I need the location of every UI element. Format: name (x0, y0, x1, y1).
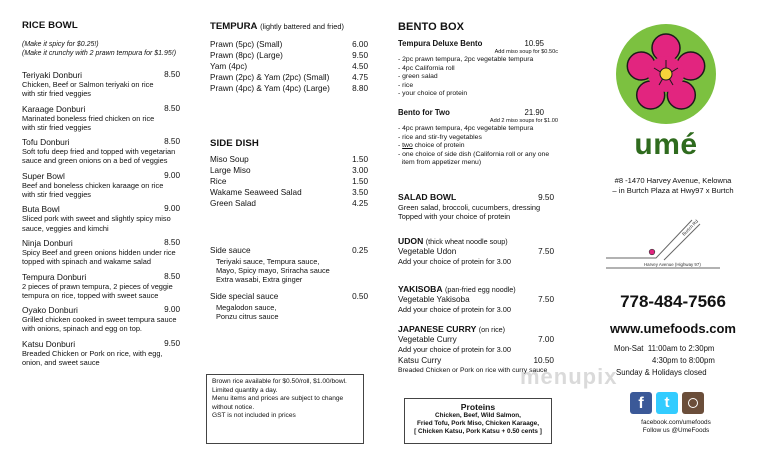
bento-line: - rice (398, 81, 414, 89)
proteins-line: Chicken, Beef, Wild Salmon, (435, 412, 521, 419)
dish-description: sauce, veggies and kimchi (22, 223, 109, 233)
side-dish-title: SIDE DISH (210, 138, 259, 149)
side-sauce-line: Extra wasabi, Extra ginger (216, 275, 303, 285)
side-sauce-section (210, 245, 368, 321)
yakisoba-section (398, 284, 558, 314)
bento-line-underlined: two (402, 142, 413, 150)
logo (614, 22, 718, 126)
website-link[interactable]: www.umefoods.com (610, 321, 736, 336)
proteins-line: Fried Tofu, Pork Miso, Chicken Karaage, (416, 420, 540, 428)
proteins-line: [ Chicken Katsu, Pork Katsu + 0.50 cents ] (414, 428, 542, 436)
rice-bowl-item (22, 104, 180, 132)
katsu-curry-item: Katsu Curry (398, 356, 442, 366)
tempura-subtitle: (lightly battered and fried) (260, 22, 344, 31)
dish-price: 8.50 (164, 271, 180, 281)
katsu-curry-price: 10.50 (533, 356, 554, 366)
dish-price: 8.50 (164, 137, 180, 147)
side-special-price: 0.50 (352, 291, 368, 301)
dish-description: Marinated boneless fried chicken on rice (22, 113, 155, 123)
dish-description: tempura on rice, topped with sweet sauce (22, 290, 159, 300)
bento-title: BENTO BOX (398, 21, 465, 33)
rice-bowl-item (22, 339, 180, 367)
dish-name: Karaage Donburi (22, 103, 86, 114)
bento-section (398, 21, 558, 168)
bento-line-prefix: - (398, 142, 403, 150)
side-dish-name: Wakame Seaweed Salad (210, 188, 302, 197)
tempura-section (210, 21, 368, 94)
dish-description: 2 pieces of prawn tempura, 2 pieces of veggie (22, 281, 173, 291)
dish-description: Sliced pork with sweet and slightly spicy miso (22, 214, 171, 224)
deluxe-bento-price: 10.95 (524, 39, 544, 48)
udon-title: UDON (398, 236, 424, 246)
udon-price: 7.50 (538, 247, 554, 256)
dish-price: 8.50 (164, 103, 180, 113)
bento-line: - 4pc California roll (398, 64, 455, 72)
side-dish-price: 1.50 (352, 155, 368, 164)
udon-sub: (thick wheat noodle soup) (425, 237, 508, 246)
dish-name: Tempura Donburi (22, 271, 87, 282)
hours-days: Mon-Sat (614, 344, 644, 353)
tempura-item-price: 8.80 (352, 84, 368, 93)
dish-description: Soft tofu deep fried and topped with vegetarian (22, 147, 176, 157)
blossom-center-icon (660, 68, 672, 80)
map-graphic (604, 216, 722, 274)
dish-description: Beef and boneless chicken karaage on rice (22, 180, 164, 190)
social-links (616, 419, 736, 436)
dish-description: with onions, spinach and egg on top. (22, 324, 142, 334)
dish-description: with stir fried veggies (22, 89, 92, 99)
side-sauce-line: Teriyaki sauce, Tempura sauce, (216, 257, 320, 266)
dish-description: with stir fried veggies (22, 189, 92, 199)
proteins-title: Proteins (460, 402, 496, 412)
dish-description: Chicken, Beef or Salmon teriyaki on rice (22, 80, 154, 89)
tempura-item-name: Prawn (8pc) (Large) (210, 51, 283, 60)
notice-box (206, 374, 364, 444)
instagram-icon[interactable] (682, 392, 704, 414)
yakisoba-title: YAKISOBA (398, 284, 443, 294)
yakisoba-protein: Add your choice of protein for 3.00 (398, 305, 511, 314)
dish-name: Tofu Donburi (22, 137, 70, 148)
rice-bowl-item (22, 272, 180, 300)
side-dish-price: 1.50 (352, 177, 368, 186)
location-map (604, 216, 722, 274)
plum-blossom-logo (614, 22, 718, 126)
facebook-link[interactable]: facebook.com/umefoods (641, 419, 711, 426)
deluxe-bento-note: Add miso soup for $0.50c (494, 49, 558, 55)
proteins-box (404, 398, 552, 444)
dish-description: Breaded Chicken or Pork on rice, with egg, (22, 348, 163, 358)
spicy-note: (Make it spicy for $0.25!) (22, 41, 99, 48)
yakisoba-price: 7.50 (538, 295, 554, 304)
curry-item: Vegetable Curry (398, 335, 457, 344)
dish-description: sauce and green onions on a bed of veggies (22, 156, 168, 166)
bento-line: - 2pc prawn tempura, 2pc vegetable tempura (398, 56, 534, 63)
dish-name: Buta Bowl (22, 204, 60, 215)
tempura-item-name: Prawn (2pc) & Yam (2pc) (Small) (210, 73, 330, 82)
bento-for-two-note: Add 2 miso soups for $1.00 (489, 117, 558, 124)
hours-lunch: 11:00am to 2:30pm (647, 344, 715, 353)
dish-description: with stir fried veggies (22, 122, 92, 132)
dish-name: Super Bowl (22, 170, 65, 181)
tempura-item-price: 4.50 (352, 62, 368, 71)
udon-protein: Add your choice of protein for 3.00 (398, 257, 511, 266)
salad-price: 9.50 (538, 193, 554, 202)
dish-name: Teriyaki Donburi (22, 70, 83, 80)
rice-bowl-section (22, 20, 182, 372)
curry-title: JAPANESE CURRY (398, 324, 477, 334)
phone-number[interactable]: 778-484-7566 (620, 292, 726, 311)
location-pin-icon (649, 249, 655, 255)
map-street-label: Burtch Rd (681, 218, 700, 237)
katsu-curry-desc: Breaded Chicken or Pork on rice with curry sauce (398, 367, 548, 375)
rice-bowl-item (22, 70, 180, 98)
rice-bowl-item (22, 171, 180, 199)
side-dish-item (210, 187, 368, 198)
side-dish-price: 3.50 (352, 188, 368, 197)
deluxe-bento-lines (398, 56, 558, 99)
side-special-label: Side special sauce (210, 291, 279, 301)
dish-name: Katsu Donburi (22, 338, 76, 349)
tempura-item-price: 9.50 (352, 51, 368, 60)
yakisoba-sub: (pan-fried egg noodle) (444, 285, 516, 294)
side-special-line: Megalodon sauce, (216, 302, 277, 312)
tempura-item (210, 61, 368, 72)
tempura-item-name: Prawn (5pc) (Small) (210, 40, 283, 49)
side-dish-name: Rice (210, 177, 227, 186)
udon-section (398, 236, 558, 266)
hours-closed: Sunday & Holidays closed (616, 368, 707, 377)
side-dish-name: Miso Soup (210, 155, 249, 164)
dish-price: 8.50 (164, 70, 180, 79)
side-dish-section (210, 138, 368, 209)
rice-bowl-title: RICE BOWL (22, 20, 78, 31)
udon-item: Vegetable Udon (398, 247, 457, 256)
curry-price: 7.00 (538, 335, 554, 344)
side-special-line: Ponzu citrus sauce (216, 311, 279, 321)
address-line-2: – in Burtch Plaza at Hwy97 x Burtch (612, 186, 734, 195)
side-sauce-label: Side sauce (210, 246, 251, 255)
tempura-item (210, 39, 368, 50)
rice-bowl-item (22, 137, 180, 165)
tempura-item (210, 72, 368, 83)
dish-name: Oyako Donburi (22, 305, 78, 316)
tempura-list (210, 39, 368, 94)
dish-price: 9.00 (164, 204, 180, 214)
watermark: menupix (520, 364, 618, 389)
dish-price: 9.50 (164, 338, 180, 348)
side-dish-item (210, 198, 368, 209)
side-dish-price: 4.25 (352, 199, 368, 208)
crunchy-note: (Make it crunchy with 2 prawn tempura for $1.95!) (22, 50, 177, 57)
social-icons (630, 392, 710, 414)
map-street-label: Harvey Avenue (Highway 97) (644, 262, 701, 267)
map-road (664, 224, 700, 260)
tempura-item-price: 4.75 (352, 73, 368, 82)
tempura-title: TEMPURA (210, 21, 258, 32)
salad-line: Green salad, broccoli, cucumbers, dressing (398, 203, 541, 212)
tempura-item-name: Yam (4pc) (210, 62, 248, 71)
dish-price: 9.00 (164, 170, 180, 180)
bento-for-two-name: Bento for Two (398, 107, 450, 117)
side-dish-item (210, 154, 368, 165)
notice-line: without notice. (212, 403, 255, 411)
bento-line-choice (398, 142, 558, 151)
twitter-icon[interactable]: t (656, 392, 678, 414)
salad-title: SALAD BOWL (398, 192, 457, 202)
bento-line: - 4pc prawn tempura, 4pc vegetable tempura (398, 124, 534, 132)
hours-dinner: 4:30pm to 8:00pm (652, 356, 715, 365)
curry-sub: (on rice) (478, 325, 506, 334)
bento-line: item from appetizer menu) (398, 159, 482, 167)
dish-price: 9.00 (164, 305, 180, 315)
side-dish-item (210, 176, 368, 187)
side-sauce-price: 0.25 (352, 246, 368, 255)
dish-description: Grilled chicken cooked in sweet tempura sauce (22, 315, 177, 325)
deluxe-bento-name: Tempura Deluxe Bento (398, 39, 483, 48)
notice-line: Menu items and prices are subject to change (212, 395, 344, 403)
brand-name: umé (634, 128, 698, 161)
address (598, 176, 748, 196)
rice-bowl-item (22, 238, 180, 266)
bento-line-rest: choice of protein (412, 142, 465, 150)
rice-bowl-list (22, 70, 182, 367)
notice-line: Limited quantity a day. (212, 386, 278, 394)
facebook-icon[interactable]: f (630, 392, 652, 414)
bento-line: - your choice of protein (398, 90, 468, 98)
tempura-item-name: Prawn (4pc) & Yam (4pc) (Large) (210, 84, 330, 93)
yakisoba-item: Vegetable Yakisoba (398, 295, 470, 304)
tempura-item (210, 50, 368, 61)
dish-name: Ninja Donburi (22, 237, 73, 248)
dish-description: onion, and sweet sauce (22, 357, 100, 367)
side-dish-price: 3.00 (352, 166, 368, 175)
side-dish-list (210, 154, 368, 209)
side-sauce-line: Mayo, Spicy mayo, Sriracha sauce (216, 266, 330, 276)
address-line-1: #8 -1470 Harvey Avenue, Kelowna (614, 176, 732, 185)
twitter-handle[interactable]: Follow us @UmeFoods (642, 427, 710, 435)
dish-description: Spicy Beef and green onions hidden under rice (22, 247, 176, 257)
rice-bowl-item (22, 204, 180, 232)
curry-protein: Add your choice of protein for 3.00 (398, 345, 511, 354)
side-dish-name: Green Salad (210, 199, 256, 208)
salad-line: Topped with your choice of protein (398, 212, 511, 222)
rice-bowl-item (22, 305, 180, 333)
notice-line: Brown rice available for $0.50/roll, $1.00/bowl. (212, 378, 347, 385)
salad-section (398, 192, 558, 221)
tempura-item-price: 6.00 (352, 40, 368, 49)
hours (596, 343, 756, 379)
bento-line: - rice and stir-fry vegetables (398, 133, 482, 141)
side-dish-item (210, 165, 368, 176)
dish-description: topped with spinach and wakame salad (22, 257, 152, 267)
notice-line: GST is not included in prices (212, 412, 296, 420)
bento-for-two-price: 21.90 (524, 107, 544, 117)
bento-line: - green salad (398, 73, 438, 81)
side-dish-name: Large Miso (210, 166, 251, 175)
dish-price: 8.50 (164, 237, 180, 247)
tempura-item (210, 83, 368, 94)
bento-line: - one choice of side dish (California roll or any one (398, 150, 550, 158)
